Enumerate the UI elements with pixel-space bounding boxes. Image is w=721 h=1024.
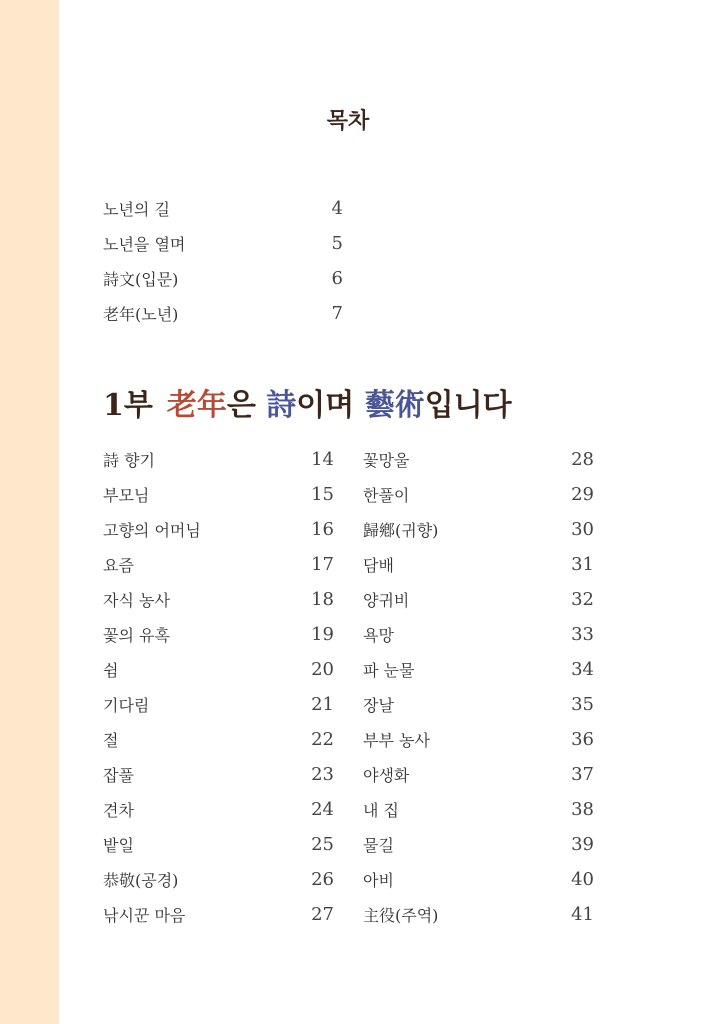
toc-entry-title: 꽃망울 [363,451,410,470]
toc-entry-page: 39 [571,834,594,855]
toc-entry-page: 30 [571,519,594,540]
toc-entry-page: 32 [571,589,594,610]
toc-entry[interactable] [363,512,594,547]
toc-entry-page: 28 [571,449,594,470]
toc-entry-page: 20 [311,659,334,680]
toc-entry[interactable] [363,722,594,757]
toc-entry-title: 절 [103,731,119,750]
toc-entry-page: 33 [571,624,594,645]
toc-entry-page: 14 [311,449,334,470]
toc-entry-title: 노년의 길 [103,200,170,219]
toc-entry[interactable] [363,862,594,897]
toc-entry-title: 잡풀 [103,766,134,785]
part-title-word: 입니다 [424,388,512,423]
toc-entry-title: 양귀비 [363,591,410,610]
toc-entry-title: 파 눈물 [363,661,415,680]
toc-entry[interactable] [103,827,334,862]
toc-entry-title: 쉼 [103,661,119,680]
toc-entry[interactable] [103,687,334,722]
toc-entry[interactable] [103,897,334,932]
part-title-word: 藝術 [364,388,425,423]
toc-entry-title: 老年(노년) [103,305,179,324]
toc-entry-page: 29 [571,484,594,505]
toc-entry-page: 21 [311,694,334,715]
toc-entry-title: 야생화 [363,766,410,785]
toc-entry[interactable] [103,191,343,226]
toc-entry-title: 부모님 [103,486,150,505]
toc-entry-page: 26 [311,869,334,890]
toc-entry[interactable] [103,512,334,547]
toc-entry-title: 자식 농사 [103,591,170,610]
part-title-word: 老年 [166,388,227,423]
toc-entry[interactable] [103,582,334,617]
toc-entry[interactable] [363,617,594,652]
toc-entry[interactable] [363,897,594,932]
toc-entry-title: 歸鄕(귀향) [363,521,439,540]
toc-entry[interactable] [363,477,594,512]
toc-entry[interactable] [103,477,334,512]
toc-entry-page: 4 [331,198,343,219]
toc-entry[interactable] [103,547,334,582]
toc-entry-page: 34 [571,659,594,680]
toc-entry-page: 16 [311,519,334,540]
toc-entry-title: 主役(주역) [363,906,439,925]
toc-entry[interactable] [103,296,343,331]
toc-entry[interactable] [103,261,343,296]
toc-entry-title: 恭敬(공경) [103,871,179,890]
toc-title: 목차 [326,108,370,134]
toc-entry-page: 31 [571,554,594,575]
toc-entry-page: 23 [311,764,334,785]
toc-entry-page: 18 [311,589,334,610]
toc-entry-title: 물길 [363,836,394,855]
toc-entry-title: 내 집 [363,801,399,820]
toc-entry-page: 6 [331,268,343,289]
toc-entry-page: 7 [331,303,343,324]
page-edge-strip [0,0,59,1024]
toc-entry-page: 5 [331,233,343,254]
toc-entry[interactable] [363,547,594,582]
toc-entry-title: 밭일 [103,836,134,855]
toc-entry[interactable] [103,442,334,477]
toc-entry-page: 27 [311,904,334,925]
toc-entry[interactable] [103,617,334,652]
toc-entry[interactable] [103,792,334,827]
toc-entry[interactable] [103,226,343,261]
toc-entry-title: 詩 향기 [103,451,155,470]
toc-entry[interactable] [363,687,594,722]
toc-entry[interactable] [103,652,334,687]
toc-entry-page: 24 [311,799,334,820]
toc-entry-page: 38 [571,799,594,820]
toc-entry-title: 장날 [363,696,394,715]
toc-entry-title: 기다림 [103,696,150,715]
toc-entry[interactable] [103,862,334,897]
toc-entry[interactable] [363,792,594,827]
toc-entry-title: 견차 [103,801,134,820]
intro-list [103,191,343,331]
toc-entry-title: 詩文(입문) [103,270,179,289]
toc-entry-title: 한풀이 [363,486,410,505]
part-label: 1부 [103,388,153,423]
toc-entry-page: 35 [571,694,594,715]
toc-entry-page: 36 [571,729,594,750]
toc-entry-title: 낚시꾼 마음 [103,906,186,925]
toc-entry-page: 22 [311,729,334,750]
toc-entry-title: 욕망 [363,626,394,645]
toc-entry[interactable] [363,442,594,477]
toc-entry-title: 부부 농사 [363,731,430,750]
toc-entry-title: 요즘 [103,556,134,575]
toc-entry-page: 41 [571,904,594,925]
toc-entry[interactable] [363,757,594,792]
toc-column-left [103,442,334,932]
toc-entry-page: 15 [311,484,334,505]
toc-entry[interactable] [363,582,594,617]
toc-entry-title: 아비 [363,871,394,890]
part-title-word: 이며 [296,388,355,423]
toc-column-right [363,442,594,932]
toc-entry[interactable] [103,722,334,757]
toc-entry-page: 25 [311,834,334,855]
toc-entry[interactable] [363,827,594,862]
toc-entry-title: 노년을 열며 [103,235,186,254]
toc-entry-title: 꽃의 유혹 [103,626,170,645]
toc-entry-title: 담배 [363,556,394,575]
toc-entry-title: 고향의 어머님 [103,521,201,540]
toc-entry-page: 19 [311,624,334,645]
part-title-word: 은 [226,388,256,423]
toc-entry-page: 17 [311,554,334,575]
toc-entry[interactable] [103,757,334,792]
part-title-word: 詩 [266,388,297,423]
toc-entry[interactable] [363,652,594,687]
toc-entry-page: 40 [571,869,594,890]
part-heading [103,380,512,424]
toc-entry-page: 37 [571,764,594,785]
